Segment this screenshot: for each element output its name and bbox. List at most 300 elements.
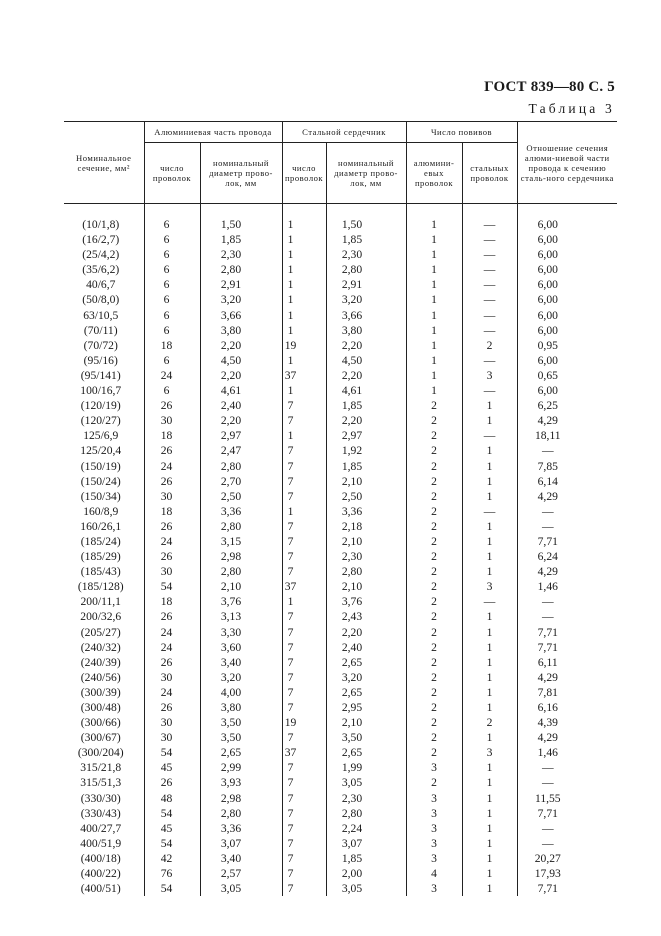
cell-section: 125/20,4 <box>64 443 144 458</box>
cell-twist-aluminum: 3 <box>406 851 462 866</box>
cell-al-diameter: 2,10 <box>200 579 282 594</box>
cell-steel-diameter: 2,97 <box>326 428 406 443</box>
cell-twist-steel: — <box>462 292 517 307</box>
cell-twist-aluminum: 2 <box>406 443 462 458</box>
cell-steel-count: 7 <box>282 866 326 881</box>
cell-al-count: 24 <box>144 459 200 474</box>
cell-steel-diameter: 2,24 <box>326 821 406 836</box>
cell-steel-count: 7 <box>282 534 326 549</box>
table-row <box>64 262 617 277</box>
cell-ratio: 6,14 <box>537 474 558 488</box>
cell-al-diameter: 4,00 <box>200 685 282 700</box>
cell-ratio: — <box>541 836 554 850</box>
cell-section: (400/51) <box>64 881 144 896</box>
cell-section: 315/21,8 <box>64 760 144 775</box>
cell-steel-count: 7 <box>282 459 326 474</box>
header-al-diameter: номинальный диаметр прово-лок, мм <box>200 143 282 204</box>
table-row <box>64 579 617 594</box>
cell-al-diameter: 3,93 <box>200 775 282 790</box>
cell-twist-aluminum: 2 <box>406 549 462 564</box>
cell-al-diameter: 3,50 <box>200 730 282 745</box>
cell-steel-diameter: 2,43 <box>326 609 406 624</box>
cell-twist-aluminum: 3 <box>406 836 462 851</box>
cell-twist-aluminum: 3 <box>406 791 462 806</box>
cell-section: (400/18) <box>64 851 144 866</box>
cell-steel-count: 1 <box>282 323 326 338</box>
cell-al-count: 26 <box>144 398 200 413</box>
cell-al-diameter: 4,61 <box>200 383 282 398</box>
table-row <box>64 715 617 730</box>
cell-ratio: 4,29 <box>537 489 558 503</box>
cell-twist-steel: 1 <box>462 685 517 700</box>
cell-steel-count: 7 <box>282 685 326 700</box>
cell-section: (240/56) <box>64 670 144 685</box>
cell-al-diameter: 3,05 <box>200 881 282 896</box>
cell-twist-aluminum: 2 <box>406 459 462 474</box>
cell-twist-steel: 1 <box>462 413 517 428</box>
cell-al-count: 6 <box>144 383 200 398</box>
cell-ratio: 4,29 <box>537 670 558 684</box>
cell-section: (95/16) <box>64 353 144 368</box>
cell-al-diameter: 2,20 <box>200 413 282 428</box>
table-row <box>64 670 617 685</box>
cell-twist-steel: 1 <box>462 821 517 836</box>
table-row <box>64 534 617 549</box>
cell-section: (150/24) <box>64 474 144 489</box>
cell-al-diameter: 2,99 <box>200 760 282 775</box>
table-row <box>64 685 617 700</box>
cell-al-count: 26 <box>144 443 200 458</box>
cell-ratio: 6,11 <box>537 655 558 669</box>
cell-steel-diameter: 4,61 <box>326 383 406 398</box>
cell-al-diameter: 3,20 <box>200 670 282 685</box>
cell-ratio: 7,71 <box>537 806 558 820</box>
cell-steel-count: 7 <box>282 760 326 775</box>
cell-al-diameter: 2,70 <box>200 474 282 489</box>
cell-steel-count: 7 <box>282 489 326 504</box>
cell-twist-aluminum: 2 <box>406 655 462 670</box>
cell-twist-aluminum: 3 <box>406 821 462 836</box>
cell-twist-steel: — <box>462 247 517 262</box>
cell-ratio: 6,00 <box>537 384 558 398</box>
cell-al-diameter: 2,91 <box>200 277 282 292</box>
cell-twist-aluminum: 2 <box>406 715 462 730</box>
cell-al-count: 6 <box>144 247 200 262</box>
cell-steel-diameter: 1,50 <box>326 204 406 233</box>
cell-section: (240/39) <box>64 655 144 670</box>
cell-steel-diameter: 2,10 <box>326 534 406 549</box>
cell-twist-steel: — <box>462 308 517 323</box>
table-row <box>64 730 617 745</box>
cell-twist-steel: 1 <box>462 836 517 851</box>
cell-twist-steel: — <box>462 262 517 277</box>
table-row <box>64 775 617 790</box>
cell-al-count: 30 <box>144 730 200 745</box>
cell-section: (35/6,2) <box>64 262 144 277</box>
cell-steel-diameter: 2,50 <box>326 489 406 504</box>
cell-ratio: — <box>541 610 554 624</box>
cell-al-count: 6 <box>144 323 200 338</box>
table-row <box>64 564 617 579</box>
cell-al-count: 18 <box>144 594 200 609</box>
cell-twist-aluminum: 1 <box>406 232 462 247</box>
cell-steel-diameter: 1,85 <box>326 398 406 413</box>
cell-al-count: 26 <box>144 519 200 534</box>
cell-section: (300/66) <box>64 715 144 730</box>
cell-twist-steel: 2 <box>462 715 517 730</box>
table-row <box>64 836 617 851</box>
cell-steel-diameter: 3,66 <box>326 308 406 323</box>
cell-ratio: — <box>541 504 554 518</box>
cell-twist-steel: 1 <box>462 760 517 775</box>
cell-twist-aluminum: 2 <box>406 413 462 428</box>
cell-twist-aluminum: 3 <box>406 760 462 775</box>
cell-al-count: 26 <box>144 655 200 670</box>
cell-twist-aluminum: 2 <box>406 474 462 489</box>
cell-twist-aluminum: 2 <box>406 640 462 655</box>
cell-steel-diameter: 3,50 <box>326 730 406 745</box>
cell-section: (400/22) <box>64 866 144 881</box>
cell-section: (16/2,7) <box>64 232 144 247</box>
table-row <box>64 640 617 655</box>
cell-twist-aluminum: 2 <box>406 534 462 549</box>
cell-steel-diameter: 2,20 <box>326 413 406 428</box>
cell-al-diameter: 3,60 <box>200 640 282 655</box>
cell-steel-count: 37 <box>282 745 326 760</box>
cell-ratio: 1,46 <box>537 580 558 594</box>
table-row <box>64 338 617 353</box>
cell-twist-aluminum: 2 <box>406 685 462 700</box>
cell-section: 200/32,6 <box>64 609 144 624</box>
cell-twist-steel: 1 <box>462 443 517 458</box>
cell-twist-steel: 1 <box>462 881 517 896</box>
cell-section: (330/30) <box>64 791 144 806</box>
cell-twist-steel: 1 <box>462 806 517 821</box>
cell-section: 400/51,9 <box>64 836 144 851</box>
table-row <box>64 443 617 458</box>
cell-twist-aluminum: 1 <box>406 204 462 233</box>
cell-ratio: 4,29 <box>537 731 558 745</box>
cell-steel-count: 7 <box>282 851 326 866</box>
cell-al-diameter: 2,57 <box>200 866 282 881</box>
table-row <box>64 413 617 428</box>
cell-steel-diameter: 2,95 <box>326 700 406 715</box>
cell-steel-diameter: 3,05 <box>326 775 406 790</box>
cell-steel-count: 1 <box>282 262 326 277</box>
cell-section: 160/26,1 <box>64 519 144 534</box>
cell-twist-aluminum: 1 <box>406 383 462 398</box>
table-row <box>64 398 617 413</box>
cell-ratio: 0,95 <box>537 338 558 352</box>
cell-ratio: 6,00 <box>537 353 558 367</box>
cell-twist-steel: — <box>462 323 517 338</box>
cell-twist-steel: — <box>462 204 517 233</box>
cell-steel-count: 7 <box>282 670 326 685</box>
cell-section: (300/204) <box>64 745 144 760</box>
cell-al-diameter: 2,40 <box>200 398 282 413</box>
table-row <box>64 353 617 368</box>
cell-al-diameter: 3,36 <box>200 504 282 519</box>
cell-twist-steel: 1 <box>462 851 517 866</box>
cell-al-diameter: 3,40 <box>200 851 282 866</box>
cell-al-count: 45 <box>144 821 200 836</box>
cell-al-diameter: 2,20 <box>200 368 282 383</box>
cell-twist-aluminum: 2 <box>406 730 462 745</box>
table-row <box>64 821 617 836</box>
cell-steel-diameter: 2,40 <box>326 640 406 655</box>
cell-al-count: 30 <box>144 413 200 428</box>
cell-section: (150/19) <box>64 459 144 474</box>
cell-twist-aluminum: 1 <box>406 277 462 292</box>
table-row <box>64 806 617 821</box>
cell-steel-diameter: 1,85 <box>326 851 406 866</box>
cell-twist-aluminum: 2 <box>406 564 462 579</box>
header-aluminum-group: Алюминиевая часть провода <box>144 122 282 143</box>
cell-al-diameter: 2,80 <box>200 806 282 821</box>
cell-ratio: — <box>541 821 554 835</box>
cell-al-count: 42 <box>144 851 200 866</box>
table-row <box>64 549 617 564</box>
cell-steel-count: 7 <box>282 519 326 534</box>
cell-ratio: 6,00 <box>537 293 558 307</box>
cell-al-count: 26 <box>144 609 200 624</box>
cell-twist-aluminum: 1 <box>406 308 462 323</box>
cell-steel-count: 7 <box>282 640 326 655</box>
cell-section: (70/72) <box>64 338 144 353</box>
cell-twist-steel: — <box>462 594 517 609</box>
cell-ratio: 7,81 <box>537 685 558 699</box>
cell-twist-aluminum: 2 <box>406 609 462 624</box>
cell-twist-aluminum: 2 <box>406 594 462 609</box>
cell-al-diameter: 2,80 <box>200 262 282 277</box>
cell-ratio: — <box>541 776 554 790</box>
cell-steel-diameter: 2,65 <box>326 745 406 760</box>
cell-twist-steel: 1 <box>462 791 517 806</box>
cell-al-count: 18 <box>144 338 200 353</box>
cell-twist-steel: 1 <box>462 700 517 715</box>
cell-twist-steel: — <box>462 232 517 247</box>
header-ratio: Отношение сечения алюми-ниевой части провода к сечению сталь-ного сердечника <box>517 122 617 204</box>
cell-steel-diameter: 2,20 <box>326 625 406 640</box>
cell-ratio: 7,85 <box>537 459 558 473</box>
cell-steel-diameter: 3,20 <box>326 292 406 307</box>
cell-al-count: 24 <box>144 534 200 549</box>
cell-ratio: — <box>541 444 554 458</box>
cell-twist-aluminum: 2 <box>406 398 462 413</box>
cell-al-diameter: 2,98 <box>200 791 282 806</box>
cell-ratio: — <box>541 761 554 775</box>
cell-steel-count: 1 <box>282 353 326 368</box>
cell-twist-aluminum: 1 <box>406 247 462 262</box>
table-row <box>64 308 617 323</box>
cell-twist-steel: 3 <box>462 745 517 760</box>
cell-steel-count: 19 <box>282 715 326 730</box>
cell-ratio: 0,65 <box>537 368 558 382</box>
cell-al-count: 26 <box>144 474 200 489</box>
cell-section: (150/34) <box>64 489 144 504</box>
cell-al-count: 54 <box>144 579 200 594</box>
table-row <box>64 655 617 670</box>
cell-steel-count: 7 <box>282 398 326 413</box>
cell-steel-diameter: 1,85 <box>326 232 406 247</box>
cell-steel-count: 7 <box>282 881 326 896</box>
cell-twist-aluminum: 2 <box>406 489 462 504</box>
cell-al-diameter: 2,80 <box>200 564 282 579</box>
cell-section: (95/141) <box>64 368 144 383</box>
cell-ratio: 4,29 <box>537 565 558 579</box>
cell-twist-steel: 1 <box>462 625 517 640</box>
cell-section: (10/1,8) <box>64 204 144 233</box>
table-row <box>64 459 617 474</box>
cell-steel-diameter: 2,30 <box>326 791 406 806</box>
cell-section: (185/24) <box>64 534 144 549</box>
cell-steel-count: 7 <box>282 474 326 489</box>
cell-ratio: 17,93 <box>534 867 561 881</box>
cell-al-diameter: 3,15 <box>200 534 282 549</box>
table-row <box>64 292 617 307</box>
cell-twist-aluminum: 2 <box>406 504 462 519</box>
cell-steel-diameter: 3,07 <box>326 836 406 851</box>
cell-steel-diameter: 2,18 <box>326 519 406 534</box>
cell-al-count: 30 <box>144 715 200 730</box>
cell-twist-steel: 1 <box>462 489 517 504</box>
cell-al-diameter: 2,20 <box>200 338 282 353</box>
cell-ratio: 6,00 <box>537 218 558 231</box>
cell-twist-steel: 3 <box>462 579 517 594</box>
cell-section: (50/8,0) <box>64 292 144 307</box>
cell-al-count: 6 <box>144 262 200 277</box>
cell-section: 200/11,1 <box>64 594 144 609</box>
cell-section: 40/6,7 <box>64 277 144 292</box>
cell-steel-diameter: 2,30 <box>326 549 406 564</box>
cell-al-diameter: 3,30 <box>200 625 282 640</box>
cell-al-diameter: 2,80 <box>200 519 282 534</box>
cell-steel-diameter: 3,80 <box>326 323 406 338</box>
cell-twist-steel: — <box>462 383 517 398</box>
cell-al-diameter: 2,65 <box>200 745 282 760</box>
cell-section: (120/19) <box>64 398 144 413</box>
cell-section: (185/29) <box>64 549 144 564</box>
cell-al-count: 30 <box>144 489 200 504</box>
cell-al-diameter: 3,07 <box>200 836 282 851</box>
table-row <box>64 504 617 519</box>
header-twist-group: Число повивов <box>406 122 517 143</box>
cell-steel-count: 1 <box>282 308 326 323</box>
cell-steel-count: 7 <box>282 549 326 564</box>
cell-steel-diameter: 3,36 <box>326 504 406 519</box>
cell-ratio: 18,11 <box>534 429 561 443</box>
cell-al-diameter: 2,47 <box>200 443 282 458</box>
cell-al-count: 18 <box>144 504 200 519</box>
cell-ratio: 7,71 <box>537 640 558 654</box>
cell-steel-count: 1 <box>282 428 326 443</box>
cell-twist-aluminum: 2 <box>406 700 462 715</box>
cell-ratio: 6,16 <box>537 701 558 714</box>
cell-al-diameter: 2,30 <box>200 247 282 262</box>
cell-ratio: 11,55 <box>534 791 561 805</box>
cell-twist-steel: 1 <box>462 866 517 881</box>
cell-twist-steel: — <box>462 504 517 519</box>
cell-al-count: 76 <box>144 866 200 881</box>
cell-section: 315/51,3 <box>64 775 144 790</box>
cell-steel-count: 19 <box>282 338 326 353</box>
cell-section: (300/48) <box>64 700 144 715</box>
cell-steel-diameter: 2,91 <box>326 277 406 292</box>
cell-twist-aluminum: 2 <box>406 519 462 534</box>
cell-steel-diameter: 2,20 <box>326 368 406 383</box>
cell-steel-diameter: 2,80 <box>326 806 406 821</box>
cell-steel-count: 7 <box>282 609 326 624</box>
table-row <box>64 323 617 338</box>
cell-ratio: 1,46 <box>537 746 558 760</box>
cell-ratio: 6,00 <box>537 323 558 337</box>
cell-al-count: 26 <box>144 775 200 790</box>
cell-al-count: 45 <box>144 760 200 775</box>
cell-steel-count: 7 <box>282 700 326 715</box>
cell-al-diameter: 3,13 <box>200 609 282 624</box>
cell-al-count: 6 <box>144 204 200 233</box>
cell-steel-diameter: 2,30 <box>326 247 406 262</box>
cell-twist-aluminum: 1 <box>406 292 462 307</box>
cell-twist-steel: 1 <box>462 564 517 579</box>
table-row <box>64 519 617 534</box>
cell-al-diameter: 2,80 <box>200 459 282 474</box>
cell-al-count: 30 <box>144 670 200 685</box>
cell-steel-diameter: 2,65 <box>326 655 406 670</box>
cell-twist-aluminum: 2 <box>406 625 462 640</box>
cell-twist-aluminum: 1 <box>406 368 462 383</box>
table-label: Таблица 3 <box>528 101 615 116</box>
cell-steel-diameter: 1,99 <box>326 760 406 775</box>
header-section: Номинальное сечение, мм² <box>64 122 144 204</box>
cell-ratio: 6,00 <box>537 278 558 292</box>
cell-twist-steel: 1 <box>462 655 517 670</box>
cell-twist-aluminum: 2 <box>406 670 462 685</box>
cell-al-count: 26 <box>144 549 200 564</box>
cell-twist-steel: — <box>462 353 517 368</box>
header-al-count: число проволок <box>144 143 200 204</box>
cell-al-count: 24 <box>144 640 200 655</box>
table-row <box>64 745 617 760</box>
cell-steel-diameter: 2,80 <box>326 262 406 277</box>
table-row <box>64 866 617 881</box>
cell-section: (185/43) <box>64 564 144 579</box>
cell-steel-count: 1 <box>282 277 326 292</box>
cell-steel-count: 1 <box>282 504 326 519</box>
cell-al-diameter: 3,40 <box>200 655 282 670</box>
cell-al-count: 26 <box>144 700 200 715</box>
table-row <box>64 594 617 609</box>
cell-ratio: 6,25 <box>537 399 558 413</box>
cell-ratio: 20,27 <box>534 851 561 865</box>
cell-steel-count: 1 <box>282 383 326 398</box>
cell-ratio: — <box>541 519 554 533</box>
cell-al-diameter: 4,50 <box>200 353 282 368</box>
cell-twist-steel: 1 <box>462 609 517 624</box>
cell-twist-aluminum: 1 <box>406 262 462 277</box>
cell-ratio: 4,29 <box>537 414 558 428</box>
cell-steel-diameter: 2,80 <box>326 564 406 579</box>
cell-ratio: 6,24 <box>537 550 558 564</box>
cell-twist-steel: 3 <box>462 368 517 383</box>
cell-section: (185/128) <box>64 579 144 594</box>
cell-al-diameter: 3,20 <box>200 292 282 307</box>
cell-section: 400/27,7 <box>64 821 144 836</box>
cell-al-count: 18 <box>144 428 200 443</box>
cell-ratio: — <box>541 595 554 609</box>
header-steel-diameter: номинальный диаметр прово-лок, мм <box>326 143 406 204</box>
cell-twist-aluminum: 3 <box>406 881 462 896</box>
